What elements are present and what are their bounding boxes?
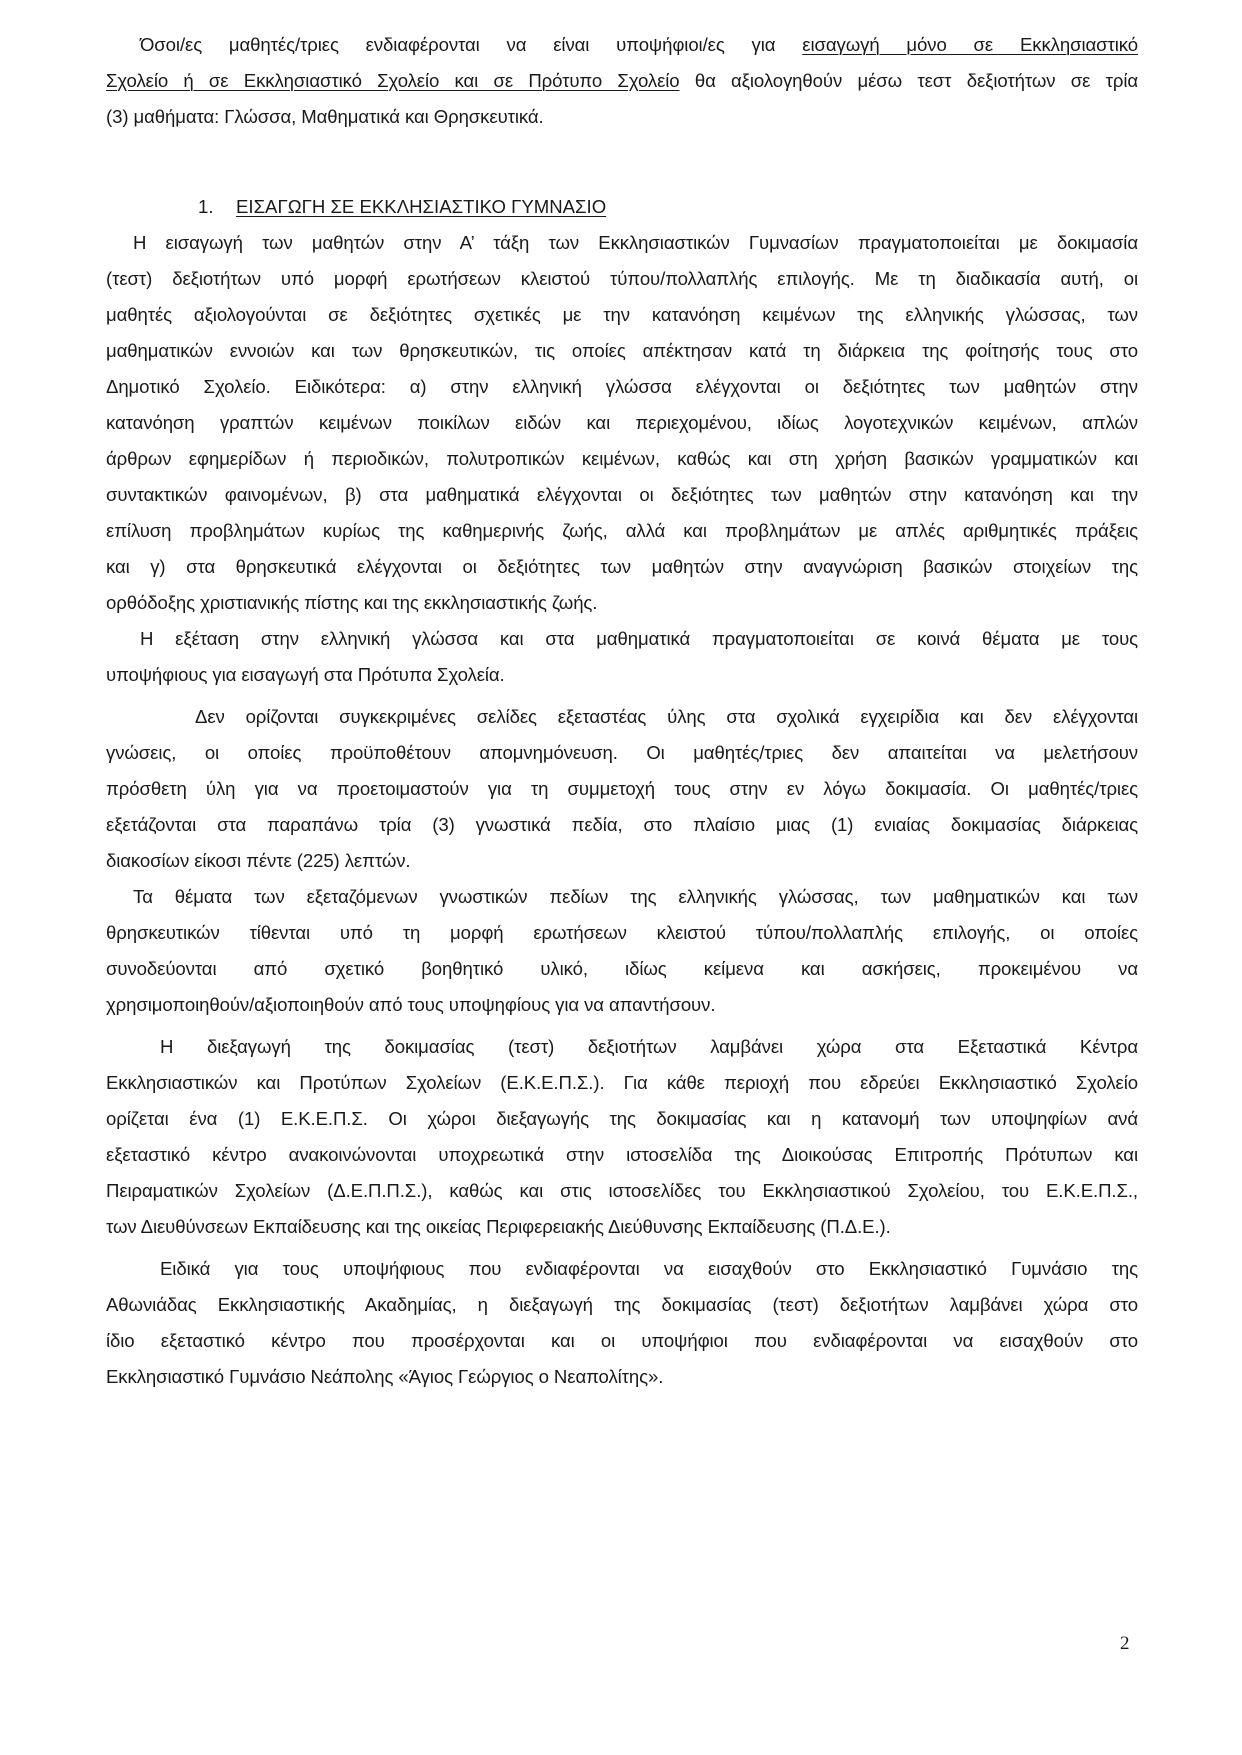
paragraph-line: άρθρων εφημερίδων ή περιοδικών, πολυτροπικών κειμένων, καθώς και στη χρήση βασικών γραμματικών και (106, 448, 1138, 469)
intro-underlined-text: Σχολείο ή σε Εκκλησιαστικό Σχολείο και σε Πρότυπο Σχολείο (106, 70, 680, 91)
intro-underlined-text: εισαγωγή μόνο σε Εκκλησιαστικό (802, 34, 1138, 55)
paragraph-line: ορθόδοξης χριστιανικής πίστης και της εκκλησιαστικής ζωής. (106, 592, 598, 613)
paragraph-line: συντακτικών φαινομένων, β) στα μαθηματικά ελέγχονται οι δεξιότητες των μαθητών στην κατανόηση και την (106, 484, 1138, 505)
paragraph-line: Ειδικά για τους υποψήφιους που ενδιαφέρονται να εισαχθούν στο Εκκλησιαστικό Γυμνάσιο της (160, 1258, 1138, 1279)
page-number: 2 (1120, 1633, 1130, 1654)
paragraph-line: εξεταστικό κέντρο ανακοινώνονται υποχρεωτικά στην ιστοσελίδα της Διοικούσας Επιτροπής Πρότυπων και (106, 1144, 1138, 1165)
paragraph-line: γνώσεις, οι οποίες προϋποθέτουν απομνημόνευση. Οι μαθητές/τριες δεν απαιτείται να μελετήσουν (106, 742, 1138, 763)
paragraph-line: επίλυση προβλημάτων κυρίως της καθημερινής ζωής, αλλά και προβλημάτων με απλές αριθμητικές πράξεις (106, 520, 1138, 541)
paragraph-line: των Διευθύνσεων Εκπαίδευσης και της οικείας Περιφερειακής Διεύθυνσης Εκπαίδευσης (Π.Δ.Ε.). (106, 1216, 891, 1237)
paragraph-line: κατανόηση γραπτών κειμένων ποικίλων ειδών και περιεχομένου, ιδίως λογοτεχνικών κειμένων, απλών (106, 412, 1138, 433)
paragraph-line: Εκκλησιαστικό Γυμνάσιο Νεάπολης «Άγιος Γεώργιος ο Νεαπολίτης». (106, 1366, 664, 1387)
intro-line-2 (106, 66, 1138, 96)
paragraph-line: πρόσθετη ύλη για να προετοιμαστούν για τη συμμετοχή τους στην εν λόγω δοκιμασία. Οι μαθητές/τριες (106, 778, 1138, 799)
paragraph-line: (τεστ) δεξιοτήτων υπό μορφή ερωτήσεων κλειστού τύπου/πολλαπλής επιλογής. Με τη διαδικασία αυτή, οι (106, 268, 1138, 289)
paragraph-line: διακοσίων είκοσι πέντε (225) λεπτών. (106, 850, 411, 871)
intro-line-1 (140, 30, 1138, 60)
paragraph-line: μαθηματικών εννοιών και των θρησκευτικών, τις οποίες απέκτησαν κατά τη διάρκεια της φοίτησής τους στο (106, 340, 1138, 361)
paragraph-line: χρησιμοποιηθούν/αξιοποιηθούν από τους υποψηφίους για να απαντήσουν. (106, 994, 716, 1015)
section-heading (198, 192, 606, 222)
paragraph-line: θρησκευτικών τίθενται υπό τη μορφή ερωτήσεων κλειστού τύπου/πολλαπλής επιλογής, οι οποίες (106, 922, 1138, 943)
section-number: 1. (198, 196, 214, 217)
paragraph-line: ίδιο εξεταστικό κέντρο που προσέρχονται και οι υποψήφιοι που ενδιαφέρονται να εισαχθούν στο (106, 1330, 1138, 1351)
paragraph-line: μαθητές αξιολογούνται σε δεξιότητες σχετικές με την κατανόηση κειμένων της ελληνικής γλώσσας, των (106, 304, 1138, 325)
intro-line-3: (3) μαθήματα: Γλώσσα, Μαθηματικά και Θρησκευτικά. (106, 106, 544, 127)
paragraph-line: Δημοτικό Σχολείο. Ειδικότερα: α) στην ελληνική γλώσσα ελέγχονται οι δεξιότητες των μαθητών στην (106, 376, 1138, 397)
section-title: ΕΙΣΑΓΩΓΗ ΣΕ ΕΚΚΛΗΣΙΑΣΤΙΚΟ ΓΥΜΝΑΣΙΟ (236, 196, 607, 217)
paragraph-line: ορίζεται ένα (1) Ε.Κ.Ε.Π.Σ. Οι χώροι διεξαγωγής της δοκιμασίας και η κατανομή των υποψηφίων ανά (106, 1108, 1138, 1129)
paragraph-line: εξετάζονται στα παραπάνω τρία (3) γνωστικά πεδία, στο πλαίσιο μιας (1) ενιαίας δοκιμασίας διάρκειας (106, 814, 1138, 835)
paragraph-line: Τα θέματα των εξεταζόμενων γνωστικών πεδίων της ελληνικής γλώσσας, των μαθηματικών και των (133, 886, 1138, 907)
paragraph-line: Εκκλησιαστικών και Προτύπων Σχολείων (Ε.Κ.Ε.Π.Σ.). Για κάθε περιοχή που εδρεύει Εκκλησιαστικό Σχολείο (106, 1072, 1138, 1093)
paragraph-line: Η εξέταση στην ελληνική γλώσσα και στα μαθηματικά πραγματοποιείται σε κοινά θέματα με τους (140, 628, 1138, 649)
paragraph-line: Η εισαγωγή των μαθητών στην Α’ τάξη των Εκκλησιαστικών Γυμνασίων πραγματοποιείται με δοκιμασία (133, 232, 1138, 253)
intro-text: Όσοι/ες μαθητές/τριες ενδιαφέρονται να είναι υποψήφιοι/ες για (140, 34, 803, 55)
paragraph-line: Πειραματικών Σχολείων (Δ.Ε.Π.Π.Σ.), καθώς και στις ιστοσελίδες του Εκκλησιαστικού Σχολείου, του Ε.Κ.Ε.Π.Σ., (106, 1180, 1138, 1201)
paragraph-line: συνοδεύονται από σχετικό βοηθητικό υλικό, ιδίως κείμενα και ασκήσεις, προκειμένου να (106, 958, 1138, 979)
paragraph-line: υποψήφιους για εισαγωγή στα Πρότυπα Σχολεία. (106, 664, 505, 685)
paragraph-line: και γ) στα θρησκευτικά ελέγχονται οι δεξιότητες των μαθητών στην αναγνώριση βασικών στοιχείων της (106, 556, 1138, 577)
paragraph-line: Η διεξαγωγή της δοκιμασίας (τεστ) δεξιοτήτων λαμβάνει χώρα στα Εξεταστικά Κέντρα (160, 1036, 1138, 1057)
intro-text: θα αξιολογηθούν μέσω τεστ δεξιοτήτων σε τρία (679, 70, 1139, 91)
paragraph-line: Δεν ορίζονται συγκεκριμένες σελίδες εξεταστέας ύλης στα σχολικά εγχειρίδια και δεν ελέγχονται (195, 706, 1138, 727)
paragraph-line: Αθωνιάδας Εκκλησιαστικής Ακαδημίας, η διεξαγωγή της δοκιμασίας (τεστ) δεξιοτήτων λαμβάνει χώρα στο (106, 1294, 1138, 1315)
